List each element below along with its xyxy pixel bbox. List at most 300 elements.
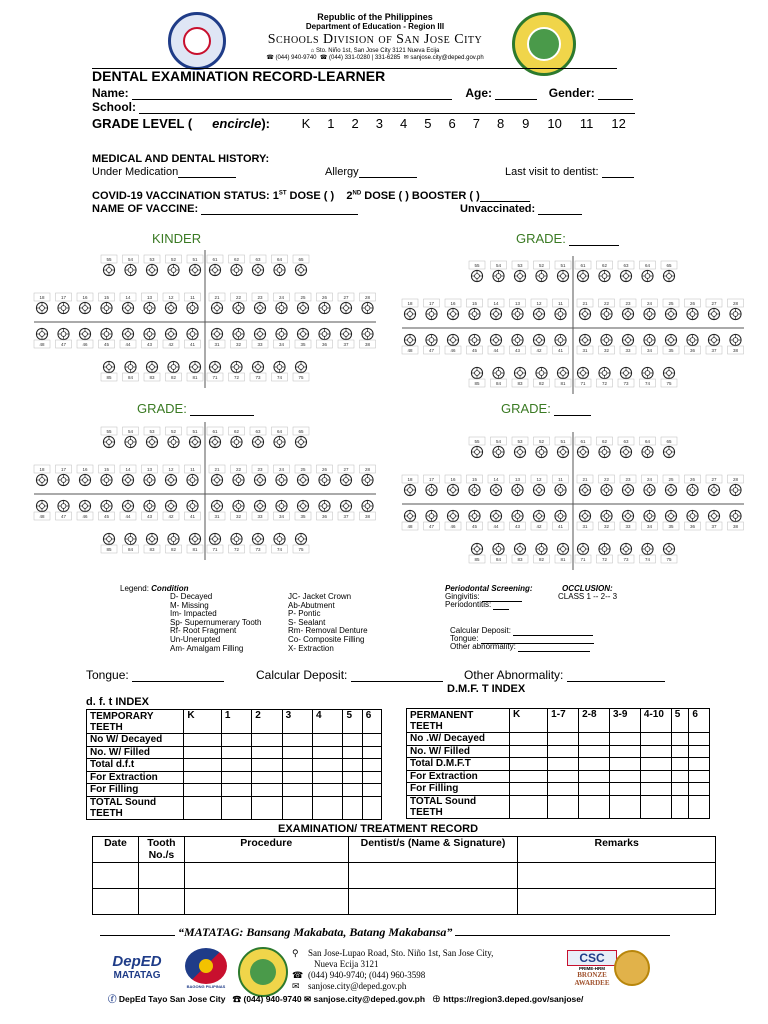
index-cell[interactable]: [579, 758, 610, 771]
tooth-22[interactable]: [231, 293, 247, 314]
index-cell[interactable]: [671, 733, 689, 746]
record-cell[interactable]: [184, 889, 348, 915]
index-cell[interactable]: [282, 759, 312, 772]
tooth-12[interactable]: [163, 465, 179, 486]
tooth-21[interactable]: [209, 293, 225, 314]
tooth-18[interactable]: [402, 299, 418, 320]
tooth-27[interactable]: [338, 293, 354, 314]
tooth-16[interactable]: [77, 465, 93, 486]
tooth-21[interactable]: [577, 299, 593, 320]
tooth-55[interactable]: [469, 437, 485, 458]
tooth-38[interactable]: [360, 500, 376, 520]
tooth-35[interactable]: [295, 500, 311, 520]
tooth-38[interactable]: [728, 334, 744, 354]
tooth-24[interactable]: [642, 475, 658, 496]
tooth-15[interactable]: [99, 465, 115, 486]
index-cell[interactable]: [221, 784, 251, 797]
index-cell[interactable]: [313, 784, 343, 797]
tooth-16[interactable]: [445, 299, 461, 320]
index-cell[interactable]: [548, 770, 579, 783]
index-cell[interactable]: [671, 745, 689, 758]
index-cell[interactable]: [510, 733, 548, 746]
tooth-74[interactable]: [640, 543, 656, 563]
tooth-54[interactable]: [491, 437, 507, 458]
tooth-22[interactable]: [599, 299, 615, 320]
record-cell[interactable]: [93, 863, 139, 889]
tooth-47[interactable]: [56, 328, 72, 348]
tooth-31[interactable]: [577, 510, 593, 530]
tooth-37[interactable]: [338, 500, 354, 520]
grade-option-10[interactable]: 10: [547, 116, 562, 131]
tooth-13[interactable]: [142, 465, 158, 486]
index-cell[interactable]: [343, 771, 362, 784]
record-cell[interactable]: [348, 863, 518, 889]
tooth-72[interactable]: [229, 361, 245, 381]
tooth-34[interactable]: [274, 328, 290, 348]
tooth-48[interactable]: [402, 334, 418, 354]
tooth-42[interactable]: [163, 328, 179, 348]
index-cell[interactable]: [548, 783, 579, 796]
index-cell[interactable]: [252, 796, 282, 819]
tooth-54[interactable]: [123, 255, 139, 276]
index-cell[interactable]: [689, 733, 710, 746]
tooth-74[interactable]: [272, 361, 288, 381]
index-cell[interactable]: [313, 759, 343, 772]
index-cell[interactable]: [510, 770, 548, 783]
tooth-85[interactable]: [101, 361, 117, 381]
tooth-72[interactable]: [229, 533, 245, 553]
tooth-34[interactable]: [274, 500, 290, 520]
tooth-31[interactable]: [577, 334, 593, 354]
tooth-53[interactable]: [512, 261, 528, 282]
tooth-31[interactable]: [209, 328, 225, 348]
index-cell[interactable]: [343, 796, 362, 819]
medication-field[interactable]: [178, 167, 236, 178]
tooth-42[interactable]: [531, 334, 547, 354]
index-cell[interactable]: [221, 734, 251, 747]
index-cell[interactable]: [252, 759, 282, 772]
tooth-65[interactable]: [293, 255, 309, 276]
tooth-72[interactable]: [597, 543, 613, 563]
tooth-83[interactable]: [512, 367, 528, 387]
index-cell[interactable]: [313, 746, 343, 759]
tooth-71[interactable]: [207, 361, 223, 381]
index-cell[interactable]: [252, 746, 282, 759]
tooth-25[interactable]: [663, 475, 679, 496]
tooth-28[interactable]: [360, 293, 376, 314]
tooth-32[interactable]: [599, 334, 615, 354]
tooth-44[interactable]: [120, 500, 136, 520]
tooth-55[interactable]: [469, 261, 485, 282]
tooth-63[interactable]: [250, 427, 266, 448]
tooth-17[interactable]: [56, 293, 72, 314]
tooth-17[interactable]: [424, 299, 440, 320]
grade-option-8[interactable]: 8: [496, 116, 505, 131]
index-cell[interactable]: [510, 795, 548, 818]
tooth-36[interactable]: [685, 510, 701, 530]
tooth-12[interactable]: [531, 475, 547, 496]
tooth-71[interactable]: [207, 533, 223, 553]
index-cell[interactable]: [343, 784, 362, 797]
tooth-55[interactable]: [101, 427, 117, 448]
tooth-25[interactable]: [663, 299, 679, 320]
tooth-22[interactable]: [599, 475, 615, 496]
grade-option-9[interactable]: 9: [522, 116, 530, 131]
index-cell[interactable]: [282, 746, 312, 759]
grade-option-2[interactable]: 2: [351, 116, 359, 131]
tooth-23[interactable]: [620, 475, 636, 496]
tooth-61[interactable]: [207, 427, 223, 448]
tooth-53[interactable]: [144, 427, 160, 448]
tooth-33[interactable]: [620, 334, 636, 354]
index-cell[interactable]: [689, 795, 710, 818]
tooth-16[interactable]: [77, 293, 93, 314]
tooth-81[interactable]: [555, 367, 571, 387]
tooth-84[interactable]: [123, 361, 139, 381]
index-cell[interactable]: [313, 734, 343, 747]
website-link[interactable]: https://region3.deped.gov/sanjose/: [443, 994, 584, 1004]
tooth-65[interactable]: [661, 437, 677, 458]
tooth-41[interactable]: [553, 334, 569, 354]
tooth-82[interactable]: [166, 533, 182, 553]
tooth-37[interactable]: [706, 334, 722, 354]
index-cell[interactable]: [548, 795, 579, 818]
tooth-11[interactable]: [185, 293, 201, 314]
index-cell[interactable]: [362, 784, 381, 797]
index-cell[interactable]: [221, 759, 251, 772]
tooth-55[interactable]: [101, 255, 117, 276]
tooth-18[interactable]: [402, 475, 418, 496]
tooth-18[interactable]: [34, 465, 50, 486]
tooth-44[interactable]: [488, 510, 504, 530]
tooth-33[interactable]: [252, 500, 268, 520]
index-cell[interactable]: [362, 759, 381, 772]
tooth-42[interactable]: [163, 500, 179, 520]
tooth-31[interactable]: [209, 500, 225, 520]
tooth-32[interactable]: [231, 500, 247, 520]
tooth-45[interactable]: [467, 334, 483, 354]
tooth-13[interactable]: [142, 293, 158, 314]
unvaccinated-field[interactable]: [538, 204, 582, 215]
tooth-63[interactable]: [618, 261, 634, 282]
tooth-33[interactable]: [620, 510, 636, 530]
grade-option-6[interactable]: 6: [448, 116, 456, 131]
tooth-36[interactable]: [317, 500, 333, 520]
tooth-23[interactable]: [620, 299, 636, 320]
tooth-16[interactable]: [445, 475, 461, 496]
index-cell[interactable]: [362, 746, 381, 759]
grade-option-11[interactable]: 11: [579, 116, 594, 131]
index-cell[interactable]: [689, 783, 710, 796]
tooth-84[interactable]: [491, 367, 507, 387]
tooth-48[interactable]: [402, 510, 418, 530]
tooth-43[interactable]: [142, 500, 158, 520]
tooth-28[interactable]: [728, 299, 744, 320]
grade-option-1[interactable]: 1: [327, 116, 335, 131]
tooth-72[interactable]: [597, 367, 613, 387]
tooth-15[interactable]: [467, 475, 483, 496]
tooth-11[interactable]: [185, 465, 201, 486]
tooth-61[interactable]: [575, 437, 591, 458]
tooth-28[interactable]: [360, 465, 376, 486]
vaccine-name-field[interactable]: [201, 204, 358, 215]
tooth-21[interactable]: [577, 475, 593, 496]
index-cell[interactable]: [252, 784, 282, 797]
index-cell[interactable]: [282, 771, 312, 784]
tooth-13[interactable]: [510, 299, 526, 320]
index-cell[interactable]: [640, 733, 671, 746]
index-cell[interactable]: [609, 745, 640, 758]
tooth-64[interactable]: [272, 255, 288, 276]
index-cell[interactable]: [510, 758, 548, 771]
email-link[interactable]: sanjose.city@deped.gov.ph: [313, 994, 426, 1004]
index-cell[interactable]: [252, 771, 282, 784]
tooth-81[interactable]: [187, 361, 203, 381]
tooth-75[interactable]: [293, 361, 309, 381]
tooth-17[interactable]: [56, 465, 72, 486]
tooth-51[interactable]: [187, 255, 203, 276]
index-cell[interactable]: [640, 770, 671, 783]
other-abnormality-field[interactable]: [567, 671, 665, 682]
index-cell[interactable]: [640, 783, 671, 796]
tooth-41[interactable]: [185, 500, 201, 520]
tooth-25[interactable]: [295, 465, 311, 486]
grade-option-3[interactable]: 3: [375, 116, 383, 131]
index-cell[interactable]: [362, 771, 381, 784]
tooth-22[interactable]: [231, 465, 247, 486]
grade-option-12[interactable]: 12: [611, 116, 626, 131]
tooth-52[interactable]: [534, 437, 550, 458]
tooth-48[interactable]: [34, 500, 50, 520]
index-cell[interactable]: [221, 796, 251, 819]
tooth-62[interactable]: [229, 427, 245, 448]
index-cell[interactable]: [689, 745, 710, 758]
tooth-45[interactable]: [99, 500, 115, 520]
tooth-32[interactable]: [231, 328, 247, 348]
record-cell[interactable]: [93, 889, 139, 915]
tooth-82[interactable]: [534, 543, 550, 563]
tooth-35[interactable]: [663, 334, 679, 354]
tooth-43[interactable]: [510, 510, 526, 530]
grade-option-7[interactable]: 7: [472, 116, 480, 131]
index-cell[interactable]: [510, 745, 548, 758]
tooth-38[interactable]: [360, 328, 376, 348]
tongue-field[interactable]: [132, 671, 224, 682]
tooth-14[interactable]: [488, 475, 504, 496]
index-cell[interactable]: [313, 796, 343, 819]
allergy-field[interactable]: [359, 167, 417, 178]
index-cell[interactable]: [184, 784, 222, 797]
tooth-52[interactable]: [166, 427, 182, 448]
index-cell[interactable]: [579, 745, 610, 758]
index-cell[interactable]: [579, 783, 610, 796]
index-cell[interactable]: [609, 795, 640, 818]
tooth-47[interactable]: [56, 500, 72, 520]
tooth-52[interactable]: [534, 261, 550, 282]
index-cell[interactable]: [671, 758, 689, 771]
grade-option-4[interactable]: 4: [400, 116, 408, 131]
tooth-51[interactable]: [555, 437, 571, 458]
index-cell[interactable]: [548, 733, 579, 746]
index-cell[interactable]: [640, 745, 671, 758]
tooth-47[interactable]: [424, 510, 440, 530]
tooth-34[interactable]: [642, 510, 658, 530]
tooth-37[interactable]: [338, 328, 354, 348]
tooth-14[interactable]: [120, 465, 136, 486]
index-cell[interactable]: [362, 734, 381, 747]
tooth-33[interactable]: [252, 328, 268, 348]
name-field[interactable]: [132, 89, 452, 100]
tooth-35[interactable]: [663, 510, 679, 530]
tooth-84[interactable]: [491, 543, 507, 563]
index-cell[interactable]: [282, 734, 312, 747]
index-cell[interactable]: [579, 733, 610, 746]
tooth-44[interactable]: [488, 334, 504, 354]
tooth-64[interactable]: [640, 261, 656, 282]
tooth-54[interactable]: [123, 427, 139, 448]
index-cell[interactable]: [609, 770, 640, 783]
tooth-34[interactable]: [642, 334, 658, 354]
tooth-46[interactable]: [445, 334, 461, 354]
tooth-27[interactable]: [706, 475, 722, 496]
tooth-18[interactable]: [34, 293, 50, 314]
index-cell[interactable]: [640, 758, 671, 771]
index-cell[interactable]: [343, 746, 362, 759]
tooth-17[interactable]: [424, 475, 440, 496]
school-field[interactable]: [139, 103, 635, 114]
index-cell[interactable]: [184, 734, 222, 747]
tooth-74[interactable]: [640, 367, 656, 387]
tooth-11[interactable]: [553, 299, 569, 320]
tooth-54[interactable]: [491, 261, 507, 282]
tooth-46[interactable]: [77, 500, 93, 520]
tooth-63[interactable]: [618, 437, 634, 458]
index-cell[interactable]: [548, 758, 579, 771]
record-cell[interactable]: [184, 863, 348, 889]
tooth-52[interactable]: [166, 255, 182, 276]
tooth-51[interactable]: [187, 427, 203, 448]
tooth-65[interactable]: [661, 261, 677, 282]
tooth-71[interactable]: [575, 367, 591, 387]
tooth-73[interactable]: [250, 361, 266, 381]
tooth-73[interactable]: [618, 367, 634, 387]
tooth-64[interactable]: [640, 437, 656, 458]
grade-option-5[interactable]: 5: [424, 116, 432, 131]
booster-field[interactable]: [480, 191, 530, 202]
tooth-85[interactable]: [469, 367, 485, 387]
age-field[interactable]: [495, 89, 537, 100]
index-cell[interactable]: [671, 783, 689, 796]
tooth-83[interactable]: [144, 361, 160, 381]
tooth-42[interactable]: [531, 510, 547, 530]
tooth-53[interactable]: [144, 255, 160, 276]
tooth-81[interactable]: [555, 543, 571, 563]
index-cell[interactable]: [184, 796, 222, 819]
tooth-14[interactable]: [488, 299, 504, 320]
tooth-46[interactable]: [445, 510, 461, 530]
tooth-24[interactable]: [642, 299, 658, 320]
index-cell[interactable]: [343, 759, 362, 772]
tooth-83[interactable]: [512, 543, 528, 563]
tooth-47[interactable]: [424, 334, 440, 354]
index-cell[interactable]: [689, 758, 710, 771]
tooth-36[interactable]: [317, 328, 333, 348]
tooth-46[interactable]: [77, 328, 93, 348]
tooth-75[interactable]: [293, 533, 309, 553]
index-cell[interactable]: [184, 746, 222, 759]
tooth-15[interactable]: [99, 293, 115, 314]
tooth-48[interactable]: [34, 328, 50, 348]
tooth-75[interactable]: [661, 367, 677, 387]
index-cell[interactable]: [282, 796, 312, 819]
tooth-53[interactable]: [512, 437, 528, 458]
tooth-85[interactable]: [101, 533, 117, 553]
tooth-36[interactable]: [685, 334, 701, 354]
tooth-84[interactable]: [123, 533, 139, 553]
tooth-82[interactable]: [534, 367, 550, 387]
tooth-63[interactable]: [250, 255, 266, 276]
record-cell[interactable]: [518, 889, 716, 915]
tooth-15[interactable]: [467, 299, 483, 320]
last-visit-field[interactable]: [602, 167, 634, 178]
tooth-14[interactable]: [120, 293, 136, 314]
tooth-32[interactable]: [599, 510, 615, 530]
index-cell[interactable]: [671, 770, 689, 783]
record-cell[interactable]: [348, 889, 518, 915]
tooth-23[interactable]: [252, 465, 268, 486]
tooth-41[interactable]: [553, 510, 569, 530]
index-cell[interactable]: [510, 783, 548, 796]
tooth-81[interactable]: [187, 533, 203, 553]
tooth-65[interactable]: [293, 427, 309, 448]
tooth-62[interactable]: [597, 261, 613, 282]
tooth-25[interactable]: [295, 293, 311, 314]
tooth-12[interactable]: [531, 299, 547, 320]
tooth-82[interactable]: [166, 361, 182, 381]
grade-option-K[interactable]: K: [301, 116, 311, 131]
tooth-26[interactable]: [317, 465, 333, 486]
tooth-38[interactable]: [728, 510, 744, 530]
index-cell[interactable]: [184, 771, 222, 784]
tooth-27[interactable]: [338, 465, 354, 486]
tooth-26[interactable]: [317, 293, 333, 314]
index-cell[interactable]: [362, 796, 381, 819]
tooth-44[interactable]: [120, 328, 136, 348]
tooth-74[interactable]: [272, 533, 288, 553]
tooth-73[interactable]: [250, 533, 266, 553]
index-cell[interactable]: [640, 795, 671, 818]
index-cell[interactable]: [252, 734, 282, 747]
index-cell[interactable]: [671, 795, 689, 818]
index-cell[interactable]: [579, 795, 610, 818]
tooth-64[interactable]: [272, 427, 288, 448]
calcular-field[interactable]: [351, 671, 443, 682]
record-cell[interactable]: [518, 863, 716, 889]
tooth-13[interactable]: [510, 475, 526, 496]
tooth-62[interactable]: [229, 255, 245, 276]
tooth-75[interactable]: [661, 543, 677, 563]
index-cell[interactable]: [609, 783, 640, 796]
tooth-35[interactable]: [295, 328, 311, 348]
index-cell[interactable]: [221, 771, 251, 784]
tooth-11[interactable]: [553, 475, 569, 496]
tooth-23[interactable]: [252, 293, 268, 314]
tooth-26[interactable]: [685, 299, 701, 320]
tooth-21[interactable]: [209, 465, 225, 486]
index-cell[interactable]: [548, 745, 579, 758]
tooth-12[interactable]: [163, 293, 179, 314]
index-cell[interactable]: [609, 758, 640, 771]
